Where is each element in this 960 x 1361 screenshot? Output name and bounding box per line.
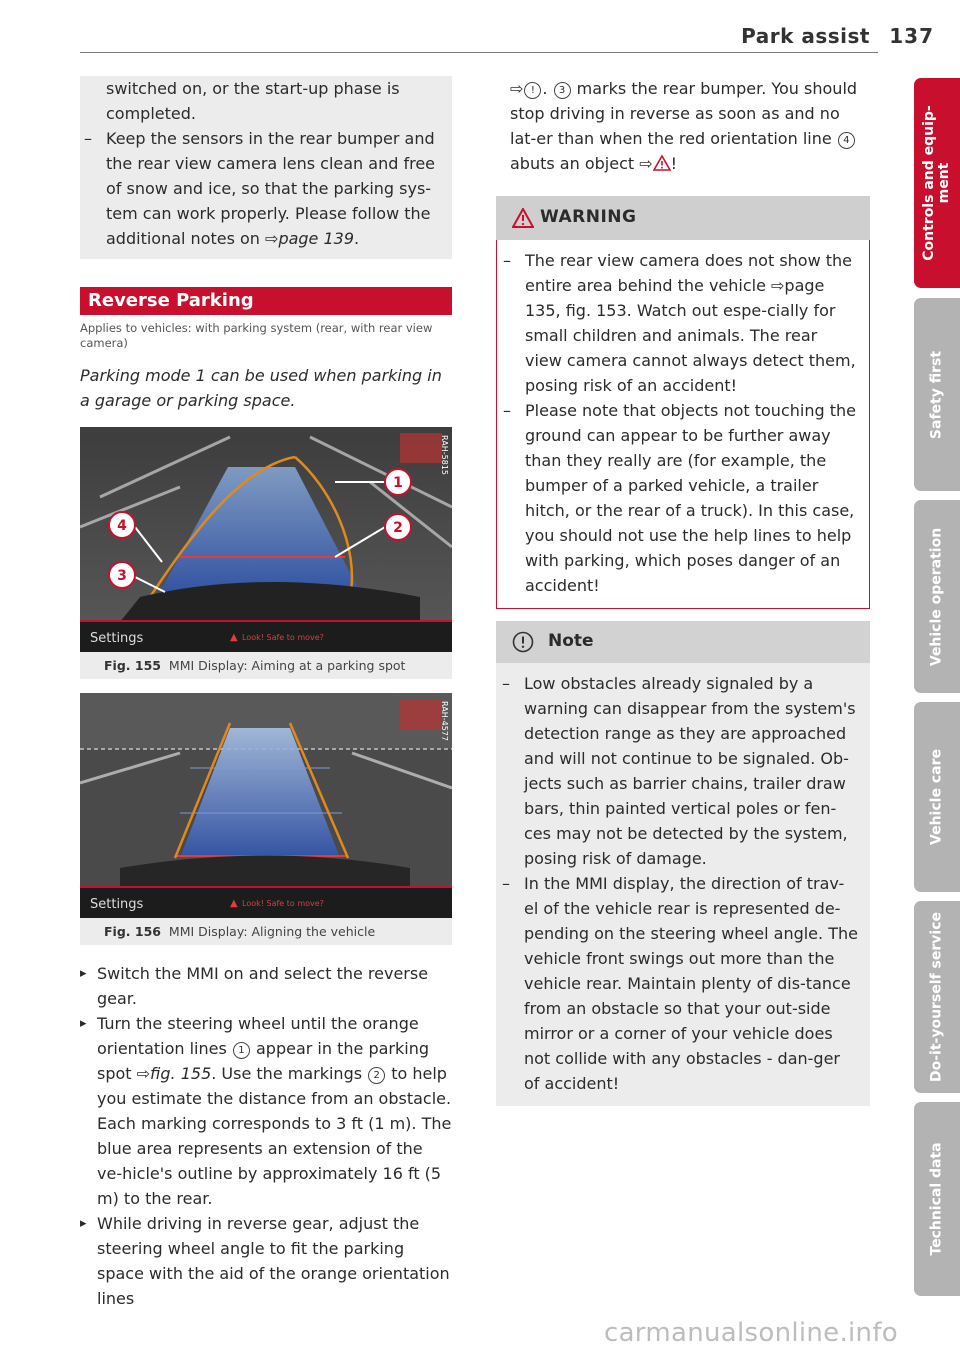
figure-155-caption-text: MMI Display: Aiming at a parking spot — [168, 658, 406, 673]
side-tab-controls-label: Controls and equip-ment — [921, 105, 952, 261]
figure-155-label: Fig. 155 — [104, 658, 161, 673]
bumper-text-b: . — [542, 79, 553, 98]
step-2-text-b: appear in the parking spot — [97, 1039, 429, 1083]
figure-156-warning-label: Look! Safe to move? — [242, 899, 324, 908]
note-body — [496, 663, 870, 1106]
warning-header — [496, 196, 870, 240]
section-title: Reverse Parking — [80, 287, 452, 315]
warning-item-2: – Please note that objects not touching the ground can appear to be further away than they really are (for example, the bumper of a parked vehicle, a trailer hitch, or the rear of a truck). In this case, you should not use the help lines to help with parking, which poses danger of an accident! — [499, 398, 857, 598]
callout-1 — [385, 469, 411, 495]
side-tab-diy-label: Do-it-yourself service — [928, 912, 945, 1083]
step-2-text-a: Turn the steering wheel until the orange orientation lines — [97, 1014, 419, 1058]
callout-ref-3: 3 — [554, 82, 571, 99]
callout-ref-2: 2 — [368, 1067, 385, 1084]
intro-text: Parking mode 1 can be used when parking in a garage or parking space. — [80, 366, 442, 410]
side-tab-safety[interactable] — [914, 298, 960, 491]
continued-text — [80, 76, 452, 126]
running-header-title: Park assist — [741, 24, 870, 48]
bumper-text-e: ! — [670, 154, 678, 173]
continued-line-1: switched on, or the start-up phase is — [106, 79, 400, 98]
figure-156 — [80, 693, 452, 945]
side-tab-technical-label: Technical data — [928, 1142, 945, 1256]
svg-text:2: 2 — [393, 520, 403, 536]
side-tab-controls[interactable] — [914, 78, 960, 288]
side-tab-operation[interactable] — [914, 500, 960, 693]
figure-156-label: Fig. 156 — [104, 924, 161, 939]
applies-to-text: Applies to vehicles: with parking system (rear, with rear view camera) — [80, 321, 433, 350]
side-tab-operation-label: Vehicle operation — [928, 527, 945, 666]
figure-155-settings-label: Settings — [90, 631, 144, 646]
note-info-icon — [512, 631, 534, 653]
svg-text:3: 3 — [117, 568, 127, 584]
continued-note-box — [80, 76, 452, 259]
step-3: ▸ While driving in reverse gear, adjust the steering wheel angle to fit the parking space with the aid of the orange orientation lines — [80, 1211, 452, 1311]
side-tab-safety-label: Safety first — [928, 350, 945, 439]
callout-3 — [109, 562, 135, 588]
figure-155-code: RAH-5815 — [440, 435, 449, 475]
step-1: ▸ Switch the MMI on and select the reverse gear. — [80, 961, 452, 1011]
steps-list — [80, 961, 452, 1311]
figure-156-settings-label: Settings — [90, 897, 144, 912]
bumper-text-d: abuts an object ⇨ — [510, 154, 653, 173]
figure-155-warning-label: Look! Safe to move? — [242, 633, 324, 642]
step-2 — [80, 1011, 452, 1211]
figure-156-warning-icon: ▲ — [230, 898, 238, 909]
continued-line-2: completed. — [106, 104, 196, 123]
figure-155-caption — [80, 652, 452, 673]
figure-156-caption-text: MMI Display: Aligning the vehicle — [168, 924, 376, 939]
note-item-2: – In the MMI display, the direction of trav-el of the vehicle rear is represented de-pending on the steering wheel angle. The vehicle front swings out more than the vehicle rear. Maintain plenty of dis-tance from an obstacle so that your out-side mirror or a corner of your vehicle does not collide with any obstacles - dan-ger of accident! — [498, 871, 858, 1096]
sensor-clean-text: Keep the sensors in the rear bumper and the rear view camera lens clean and free of snow and ice, so that the parking sys-tem can work properly. Please follow the additional notes on — [106, 129, 436, 248]
info-ref-icon[interactable]: ! — [524, 82, 541, 99]
warning-triangle-icon[interactable] — [653, 155, 671, 171]
warning-body — [496, 240, 870, 609]
side-tab-technical[interactable] — [914, 1102, 960, 1296]
figure-155 — [80, 427, 452, 679]
figure-156-code: RAH-4577 — [440, 701, 449, 741]
svg-text:4: 4 — [117, 518, 127, 534]
step-2-text-d: to help you estimate the distance from an obstacle. Each marking corresponds to 3 ft (1 m). The blue area represents an extension of the ve-hicle's outline by approximately 16 ft (5 m) to the rear. — [97, 1064, 452, 1208]
note-item-1: – Low obstacles already signaled by a warning can disappear from the system's detection range as they are approached and will not continue to be signaled. Ob-jects such as barrier chains, trailer draw bars, thin painted vertical poles or fen-ces may not be detected by the system, posing risk of damage. — [498, 671, 858, 871]
side-tab-care-label: Vehicle care — [928, 749, 945, 845]
warning-title: WARNING — [540, 207, 637, 227]
side-tab-diy[interactable] — [914, 901, 960, 1093]
svg-text:1: 1 — [393, 475, 403, 491]
mmi-display-image-156 — [80, 693, 452, 918]
warning-icon — [512, 208, 534, 228]
page-139-link[interactable]: ⇨page 139 — [265, 229, 355, 248]
callout-4 — [109, 512, 135, 538]
bumper-text-c: marks the rear bumper. You should stop driving in reverse as soon as and no lat-er than when the red orientation line — [510, 79, 858, 148]
figure-156-caption — [80, 918, 452, 939]
watermark: carmanualsonline.info — [603, 1318, 898, 1348]
sensor-clean-end: . — [354, 229, 360, 248]
page-number: 137 — [889, 24, 934, 48]
callout-ref-1: 1 — [233, 1042, 250, 1059]
note-header — [496, 621, 870, 663]
callout-ref-4: 4 — [838, 132, 855, 149]
fig-155-link[interactable]: ⇨fig. 155 — [136, 1064, 212, 1083]
header-rule — [80, 52, 878, 53]
note-title: Note — [548, 631, 594, 651]
bumper-paragraph — [510, 76, 870, 176]
figure-155-warning-icon: ▲ — [230, 632, 238, 643]
left-column — [80, 76, 452, 1311]
bumper-arrow: ⇨ — [510, 79, 524, 98]
sensor-clean-item — [80, 126, 452, 251]
callout-2 — [385, 514, 411, 540]
step-2-text-c: . Use the markings — [211, 1064, 368, 1083]
warning-item-1: – The rear view camera does not show the entire area behind the vehicle ⇨page 135, fig. 153. Watch out espe-cially for small children and animals. The rear view camera cannot always detect them, posing risk of an accident! — [499, 248, 857, 398]
right-column — [496, 76, 870, 1106]
mmi-display-image-155 — [80, 427, 452, 652]
side-tab-care[interactable] — [914, 702, 960, 892]
